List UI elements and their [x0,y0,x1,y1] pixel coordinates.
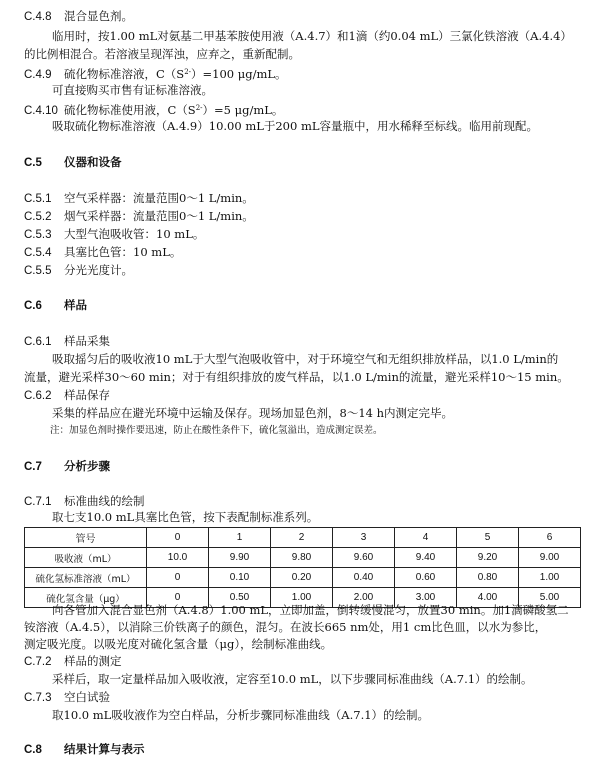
table-cell: 5 [457,528,519,548]
item-text: 空气采样器：流量范围0～1 L/min。 [64,191,254,205]
table-cell: 5.00 [519,588,581,608]
paragraph-line: 向各管加入混合显色剂（A.4.8）1.00 mL，立即加盖，倒转缓慢混匀，放置30 min。加1滴磷酸氢二 [52,603,569,617]
table-cell: 吸收液（mL） [25,548,147,568]
section-c7-heading [24,458,110,475]
section-c61-heading [24,333,110,350]
section-title: 样品的测定 [64,654,122,668]
list-item [24,190,254,207]
paragraph-line: 取七支10.0 mL具塞比色管，按下表配制标准系列。 [52,510,319,524]
section-number: C.4.10 [24,105,58,117]
table-cell: 6 [519,528,581,548]
section-title: 样品 [64,298,87,312]
superscript: 2- [184,68,192,76]
table-cell: 10.0 [147,548,209,568]
list-item [24,208,254,225]
table-cell: 1.00 [271,588,333,608]
section-title: 混合显色剂。 [64,9,133,23]
section-number: C.6 [24,300,42,312]
section-number: C.6.2 [24,390,52,402]
table-cell: 0.40 [333,568,395,588]
section-c49-heading [24,64,287,83]
section-number: C.5 [24,157,42,169]
paragraph-line: 采样后，取一定量样品加入吸收液，定容至10.0 mL，以下步骤同标准曲线（A.7.1）的绘制。 [52,672,533,686]
table-cell: 2.00 [333,588,395,608]
list-item [24,226,204,243]
paragraph-line: 临用时，按1.00 mL对氨基二甲基苯胺使用液（A.4.7）和1滴（约0.04 mL）三氯化铁溶液（A.4.4） [52,29,572,43]
standard-series-table [24,527,581,608]
section-title: 空白试验 [64,690,110,704]
table-cell: 硫化氢标准溶液（mL） [25,568,147,588]
section-number: C.7.3 [24,692,52,704]
item-number: C.5.3 [24,229,52,241]
item-text: 分光光度计。 [64,263,133,277]
table-cell: 9.40 [395,548,457,568]
table-cell: 1.00 [519,568,581,588]
section-number: C.8 [24,744,42,756]
section-number: C.7 [24,461,42,473]
table-cell: 3 [333,528,395,548]
table-cell: 3.00 [395,588,457,608]
paragraph-line: 吸取摇匀后的吸收液10 mL于大型气泡吸收管中，对于环境空气和无组织排放样品，以1.0 L/min的 [52,352,559,366]
table-cell: 9.20 [457,548,519,568]
item-text: 烟气采样器：流量范围0～1 L/min。 [64,209,254,223]
table-cell: 2 [271,528,333,548]
item-number: C.5.5 [24,265,52,277]
table-cell: 0 [147,568,209,588]
table-cell: 0.80 [457,568,519,588]
table-cell: 1 [209,528,271,548]
table-cell: 0.20 [271,568,333,588]
item-text: 大型气泡吸收管：10 mL。 [64,227,205,241]
item-number: C.5.1 [24,193,52,205]
table-cell: 9.00 [519,548,581,568]
table-cell: 0.50 [209,588,271,608]
paragraph-line: 的比例相混合。若溶液呈现浑浊，应弃之，重新配制。 [24,47,300,61]
table-cell: 9.80 [271,548,333,568]
section-number: C.4.9 [24,69,52,81]
title-pre: 硫化物标准溶液，C（S [64,67,185,81]
table-row [25,548,581,568]
item-number: C.5.2 [24,211,52,223]
section-number: C.7.2 [24,656,52,668]
paragraph-line: 可直接购买市售有证标准溶液。 [52,83,213,97]
item-number: C.5.4 [24,247,52,259]
section-number: C.7.1 [24,496,52,508]
section-c48-heading [24,8,133,25]
section-title: 分析步骤 [64,459,110,473]
note-text: 注：加显色剂时操作要迅速，防止在酸性条件下，硫化氢溢出，造成测定误差。 [50,425,383,436]
table-cell: 4 [395,528,457,548]
list-item [24,262,133,279]
section-c410-heading [24,100,283,119]
section-number: C.6.1 [24,336,52,348]
table-cell: 9.90 [209,548,271,568]
table-cell: 0.10 [209,568,271,588]
section-c8-heading [24,741,145,758]
section-c72-heading [24,653,122,670]
section-title: 样品采集 [64,334,110,348]
list-item [24,244,181,261]
section-c62-heading [24,387,110,404]
paragraph-line: 吸取硫化物标准溶液（A.4.9）10.00 mL于200 mL容量瓶中，用水稀释至标线。临用前现配。 [52,119,539,133]
paragraph-line: 采集的样品应在避光环境中运输及保存。现场加显色剂，8～14 h内测定完毕。 [52,406,454,420]
paragraph-line: 测定吸光度。以吸光度对硫化氢含量（μg），绘制标准曲线。 [24,637,333,651]
section-number: C.4.8 [24,11,52,23]
section-title: 标准曲线的绘制 [64,494,145,508]
section-c5-heading [24,154,122,171]
paragraph-line: 取10.0 mL吸收液作为空白样品，分析步骤同标准曲线（A.7.1）的绘制。 [52,708,430,722]
title-post: ）=100 μg/mL。 [191,67,287,81]
item-text: 具塞比色管：10 mL。 [64,245,182,259]
section-c73-heading [24,689,110,706]
table-cell: 0 [147,528,209,548]
section-title: 仪器和设备 [64,155,122,169]
section-c6-heading [24,297,87,314]
superscript: 2- [195,104,203,112]
section-title: 样品保存 [64,388,110,402]
title-post: ）=5 μg/mL。 [202,103,284,117]
table-cell: 9.60 [333,548,395,568]
paragraph-line: 铵溶液（A.4.5），以消除三价铁离子的颜色，混匀。在波长665 nm处，用1 cm比色皿，以水为参比， [24,620,547,634]
table-cell: 4.00 [457,588,519,608]
section-c71-heading [24,493,145,510]
table-cell: 管号 [25,528,147,548]
table-cell: 硫化氢含量（μg） [25,588,147,608]
table-cell: 0.60 [395,568,457,588]
table-cell: 0 [147,588,209,608]
paragraph-line: 流量，避光采样30～60 min；对于有组织排放的废气样品，以1.0 L/min的流量，避光采样10～15 min。 [24,370,569,384]
title-pre: 硫化物标准使用液，C（S [64,103,196,117]
table-row [25,568,581,588]
table-header-row [25,528,581,548]
section-title: 结果计算与表示 [64,742,145,756]
